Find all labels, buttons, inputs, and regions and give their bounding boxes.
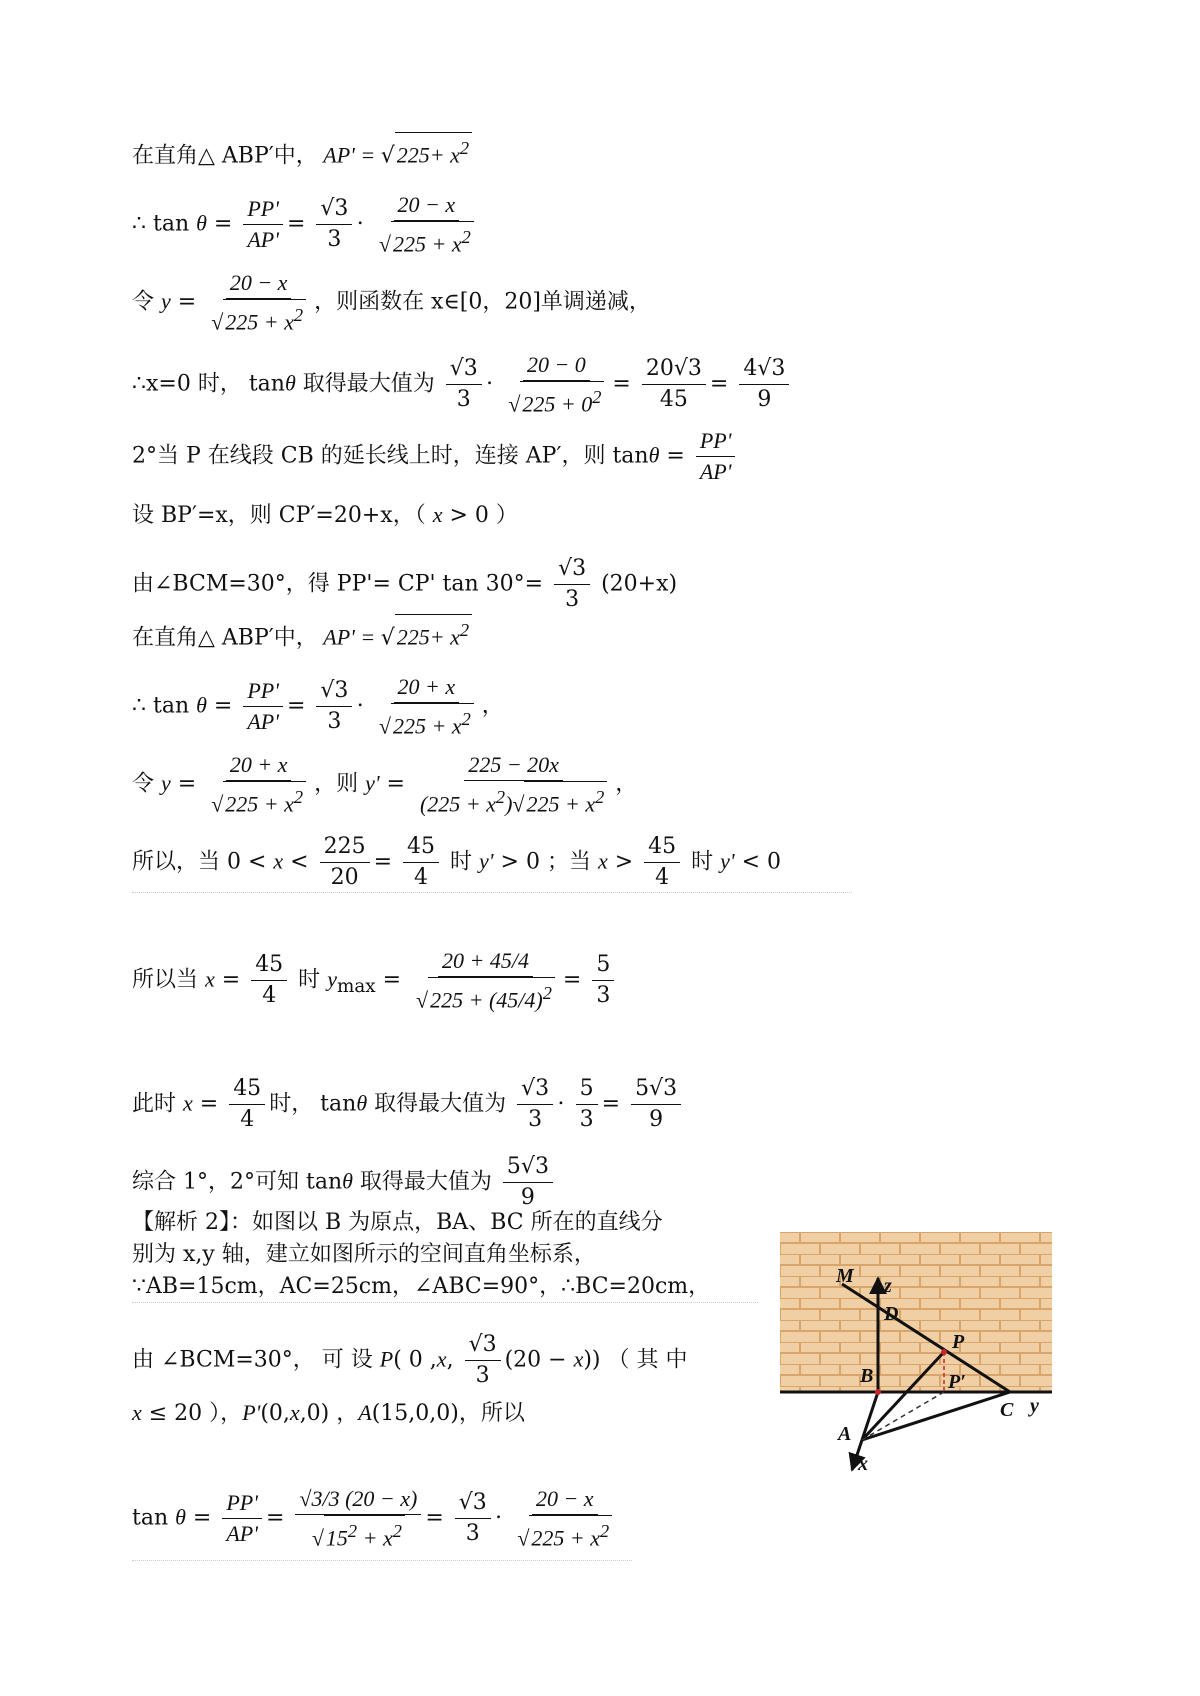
- label-p-prime: P′: [948, 1371, 966, 1393]
- text-line-13: 此时 x = $\frac{45}{4}$ 时， tanθ 取得最大值为 $\frac{√3}{3}$ ⋅ $\frac{5}{3}$ = $\frac{5√3}{9}$: [132, 1074, 685, 1135]
- text-line-3: 令 y = $\frac{20 - x}{√225 + x^2}$ ，则函数在 x∈[0，20]单调递减，: [132, 268, 651, 337]
- text-line-8: 在直角△ ABP′中， $AP' = √225+ x^2$: [132, 614, 472, 653]
- dotted-rule: [132, 1302, 758, 1303]
- text-line-5: 2°当 P 在线段 CB 的延长线上时，连接 AP′，则 tanθ = $\frac{PP'}{AP'}$: [132, 426, 739, 487]
- text-line-15: 【解析 2】：如图以 B 为原点，BA、BC 所在的直线分: [132, 1210, 663, 1235]
- dotted-rule: [132, 1560, 632, 1561]
- text-line-14: 综合 1°，2°可知 tanθ 取得最大值为 $\frac{5√3}{9}$: [132, 1152, 557, 1213]
- label-z: z: [884, 1275, 892, 1297]
- text-line-9: ∴ tan θ = $\frac{PP'}{AP'}$ = $\frac{√3}{3}$ ⋅ $\frac{20 + x}{√225 + x^2}$ ，: [132, 672, 504, 741]
- point-p: [941, 1349, 947, 1355]
- label-a: A: [838, 1423, 852, 1445]
- brick-wall: [780, 1232, 1052, 1392]
- text-line-10: 令 y = $\frac{20 + x}{√225 + x^2}$ ，则 y' = $\frac{225 - 20x}{(225 + x^2)√225 + x^2}$ ，: [132, 750, 637, 819]
- text-line-20: tan θ = $\frac{PP'}{AP'}$ = $\frac{√3/3 (20 - x)}{√15^2 + x^2}$ = $\frac{√3}{3}$ ⋅ $\frac{20 - x}{√225 + x^2}$: [132, 1484, 620, 1553]
- point-b: [875, 1389, 881, 1395]
- label-m: M: [836, 1265, 854, 1287]
- text-line-17: ∵AB=15cm，AC=25cm，∠ABC=90°，∴BC=20cm，: [132, 1274, 711, 1299]
- text-line-16: 别为 x,y 轴，建立如图所示的空间直角坐标系，: [132, 1242, 596, 1267]
- label-b: B: [860, 1365, 874, 1387]
- text-line-4: ∴x=0 时， tanθ 取得最大值为 $\frac{√3}{3}$ ⋅ $\frac{20 - 0}{√225 + 0^2}$ = $\frac{20√3}{45}$ = $\frac{4√3}{9}$: [132, 350, 793, 419]
- label-x: x: [858, 1453, 868, 1475]
- label-c: C: [1000, 1399, 1014, 1421]
- geometry-figure: [780, 1232, 1052, 1478]
- label-d: D: [884, 1303, 899, 1325]
- text-line-11: 所以，当 0 < x < $\frac{225}{20}$ = $\frac{45}{4}$ 时 y' > 0 ；当 x > $\frac{45}{4}$ 时 y' < 0: [132, 834, 782, 890]
- text-line-2: ∴ tan θ = $\frac{PP'}{AP'}$ = $\frac{√3}{3}$ ⋅ $\frac{20 - x}{√225 + x^2}$: [132, 190, 482, 259]
- text-line-19: x ≤ 20 ），P'(0,x,0) ，A(15,0,0)，所以: [132, 1400, 525, 1426]
- text-line-1: 在直角△ ABP′中， $AP' = √225+ x^2$: [132, 132, 472, 171]
- text-line-12: 所以当 x = $\frac{45}{4}$ 时 $y_{max}$ = $\frac{20 + 45/4}{√225 + (45/4)^2}$ = $\frac{5}{3}$: [132, 946, 618, 1015]
- text-line-6: 设 BP′=x，则 CP′=20+x，（ x > 0 ）: [132, 502, 518, 528]
- label-y: y: [1030, 1395, 1039, 1417]
- dotted-rule: [132, 892, 852, 893]
- text-line-18: 由 ∠BCM=30°， 可 设 P( 0 ,x, $\frac{√3}{3}$ (20 − x)) （ 其 中: [132, 1332, 688, 1388]
- text-line-7: 由∠BCM=30°，得 PP'= CP' tan 30°= $\frac{√3}{3}$ (20+x): [132, 556, 678, 612]
- label-p: P: [952, 1331, 965, 1353]
- figure-svg: [780, 1232, 1052, 1478]
